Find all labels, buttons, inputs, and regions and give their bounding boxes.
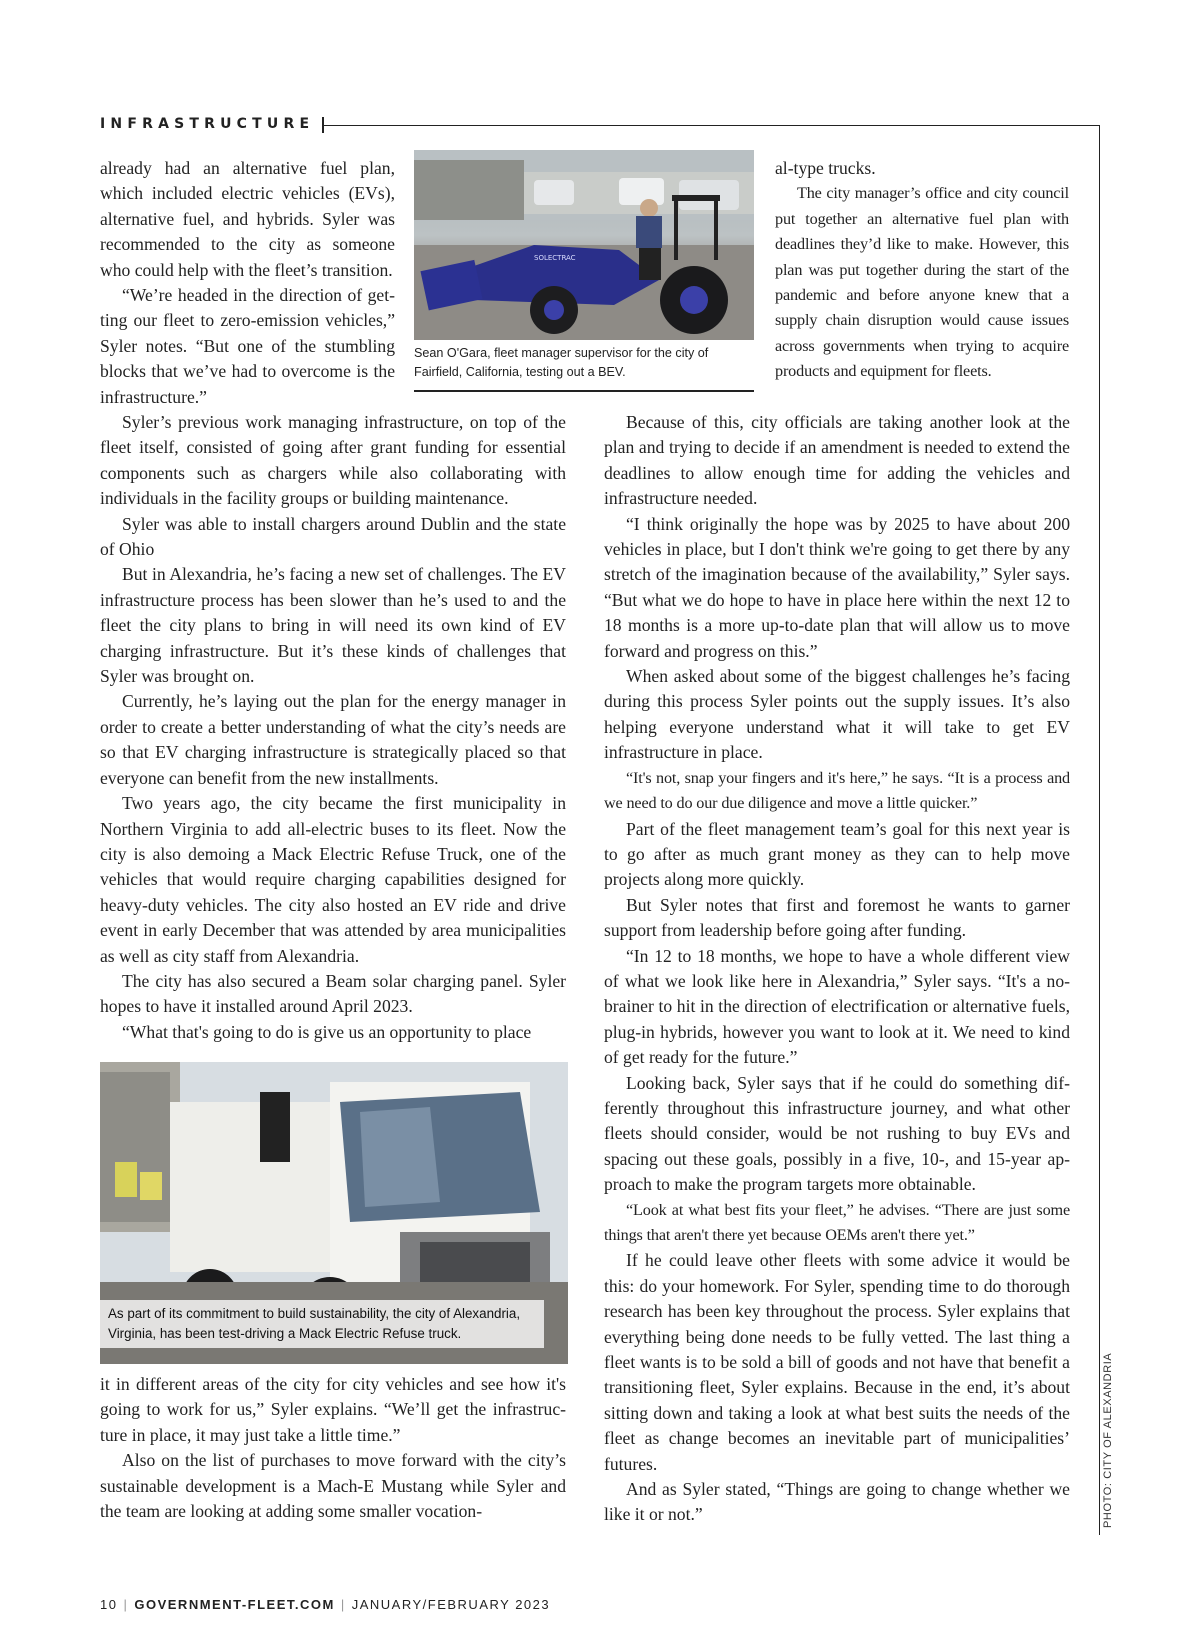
paragraph: al-type trucks.	[775, 158, 876, 178]
section-label: INFRASTRUCTURE	[100, 116, 315, 132]
issue-date: JANUARY/FEBRUARY 2023	[351, 1597, 551, 1612]
photo-caption: As part of its commitment to build sustainability, the city of Alexandria, Virginia, has been test-driving a Mack Electric Refuse truck.	[100, 1300, 544, 1348]
article-column-2	[604, 410, 1070, 1528]
article-column-2-top	[775, 156, 1069, 385]
paragraph: Because of this, city officials are taking another look at the plan and trying to decide if an amendment is needed to extend the deadlines to allow enough time for adding the vehicles and infrastructure needed.	[604, 412, 1070, 509]
right-margin-rule	[1099, 125, 1100, 1535]
paragraph: already had an alternative fuel plan, which included electric vehicles (EVs), alternative fuel, and hybrids. Syler was recommended to the city as someone who could help with the fleet’s transition.	[100, 158, 395, 280]
paragraph: If he could leave other fleets with some advice it would be this: do your homework. For Syler, spending time to do thorough research has been key throughout the process. Syler explains that everything being done needs to be fully vetted. The last thing a fleet wants is to be sold a bill of goods and not have that benefit a transitioning fleet, Syler explains. Because in the end, it’s about sitting down and taking a look at what best suits the needs of the fleet as change becomes an inevitable part of municipalities’ futures.	[604, 1250, 1070, 1474]
article-column-1-top	[100, 156, 395, 410]
paragraph: “We’re headed in the direction of getting our fleet to zero-emission vehicles,” Syler notes. “But one of the stumbling blocks that we’ve had to overcome is the infrastructure.”	[100, 285, 395, 407]
photo-credit: PHOTO: CITY OF ALEXANDRIA	[1102, 1352, 1114, 1528]
paragraph: The city manager’s office and city council put together an alternative fuel plan with deadlines they’d like to make. However, this plan was put together during the start of the pandemic and before anyone knew that a supply chain disruption would cause issues across governments when trying to acquire products and equipment for fleets.	[775, 184, 1069, 381]
paragraph: The city has also secured a Beam solar charging panel. Syler hopes to have it installed around April 2023.	[100, 970, 566, 1017]
paragraph: Looking back, Syler says that if he could do something differently throughout this infrastructure journey, and what other fleets should consider, would be not rushing to buy EVs and spacing out these goals, possibly in a five, 10-, and 15-year approach to make the program targets more obtainable.	[604, 1072, 1070, 1195]
header-rule	[322, 125, 1100, 126]
paragraph: “In 12 to 18 months, we hope to have a whole different view of what we look like here in Alexandria,” Syler says. “It's a no-brainer to hit in the direction of electrification or alternative fuels, plug-in hybrids, however you want to look at it. We need to kind of get ready for the future.”	[604, 945, 1070, 1068]
photo-caption: Sean O'Gara, fleet manager supervisor for the city of Fairfield, California, testing out a BEV.	[414, 344, 754, 392]
paragraph: Also on the list of purchases to move forward with the city’s sustainable development is a Mach-E Mustang while Syler and the team are looking at adding some smaller vocation-	[100, 1450, 566, 1522]
paragraph: “I think originally the hope was by 2025 to have about 200 vehicles in place, but I don't think we're going to get there by any stretch of the imagination because of the availability,” Syler says. “But what we do hope to have in place here within the next 12 to 18 months is a more up-to-date plan that will allow us to move forward and progress on this.”	[604, 513, 1070, 661]
paragraph: When asked about some of the biggest challenges he’s facing during this process Syler points out the supply issues. It’s also helping everyone understand what it will take to get EV infrastructure in place.	[604, 666, 1070, 763]
paragraph: Syler was able to install chargers around Dublin and the state of Ohio	[100, 513, 566, 560]
page-number: 10	[100, 1597, 118, 1612]
tractor-brand-label: SOLECTRAC	[534, 254, 576, 262]
paragraph: But in Alexandria, he’s facing a new set of challenges. The EV infrastructure process has been slower than he’s used to and the fleet the city plans to bring in will need its own kind of EV charging infrastructure. But it’s these kinds of challenges that Syler was brought on.	[100, 564, 566, 687]
site-name: GOVERNMENT-FLEET.COM	[134, 1597, 335, 1612]
paragraph: it in different areas of the city for city vehicles and see how it's going to work for us,” Syler explains. “We’ll get the infrastructure in place, it may just take a little time.”	[100, 1374, 566, 1445]
paragraph: Part of the fleet management team’s goal for this next year is to go after as much grant money as they can to help move projects along more quickly.	[604, 818, 1070, 890]
article-column-1-bottom	[100, 1372, 566, 1524]
paragraph: And as Syler stated, “Things are going to change whether we like it or not.”	[604, 1479, 1070, 1525]
paragraph: “Look at what best fits your fleet,” he advises. “There are just some things that aren't there yet because OEMs aren't there yet.”	[604, 1200, 1070, 1244]
tractor-illustration	[414, 150, 754, 340]
paragraph: But Syler notes that first and foremost he wants to garner support from leadership before going after funding.	[604, 894, 1070, 941]
tractor-photo	[414, 150, 754, 340]
paragraph: “It's not, snap your fingers and it's here,” he says. “It is a process and we need to do our due diligence and move a little quicker.”	[604, 768, 1070, 813]
paragraph: “What that's going to do is give us an opportunity to place	[122, 1021, 532, 1042]
paragraph: Currently, he’s laying out the plan for the energy manager in order to create a better understanding of what the city’s needs are so that EV charging infrastructure is strategically placed so that everyone can benefit from the new installments.	[100, 691, 566, 788]
article-column-1	[100, 410, 566, 1045]
paragraph: Syler’s previous work managing infrastructure, on top of the fleet itself, consisted of going after grant funding for essential components such as chargers while also collaborating with individuals in the facility groups or building maintenance.	[100, 412, 566, 509]
page-footer: 10 | GOVERNMENT-FLEET.COM | JANUARY/FEBRUARY 2023	[100, 1597, 551, 1612]
paragraph: Two years ago, the city became the first municipality in Northern Virginia to add all-electric buses to its fleet. Now the city is also demoing a Mack Electric Refuse Truck, one of the vehicles that would require charging capabilities designed for heavy-duty vehicles. The city also hosted an EV ride and drive event in early December that was attended by area municipalities as well as city staff from Alexandria.	[100, 793, 566, 966]
refuse-truck-photo	[100, 1062, 568, 1364]
